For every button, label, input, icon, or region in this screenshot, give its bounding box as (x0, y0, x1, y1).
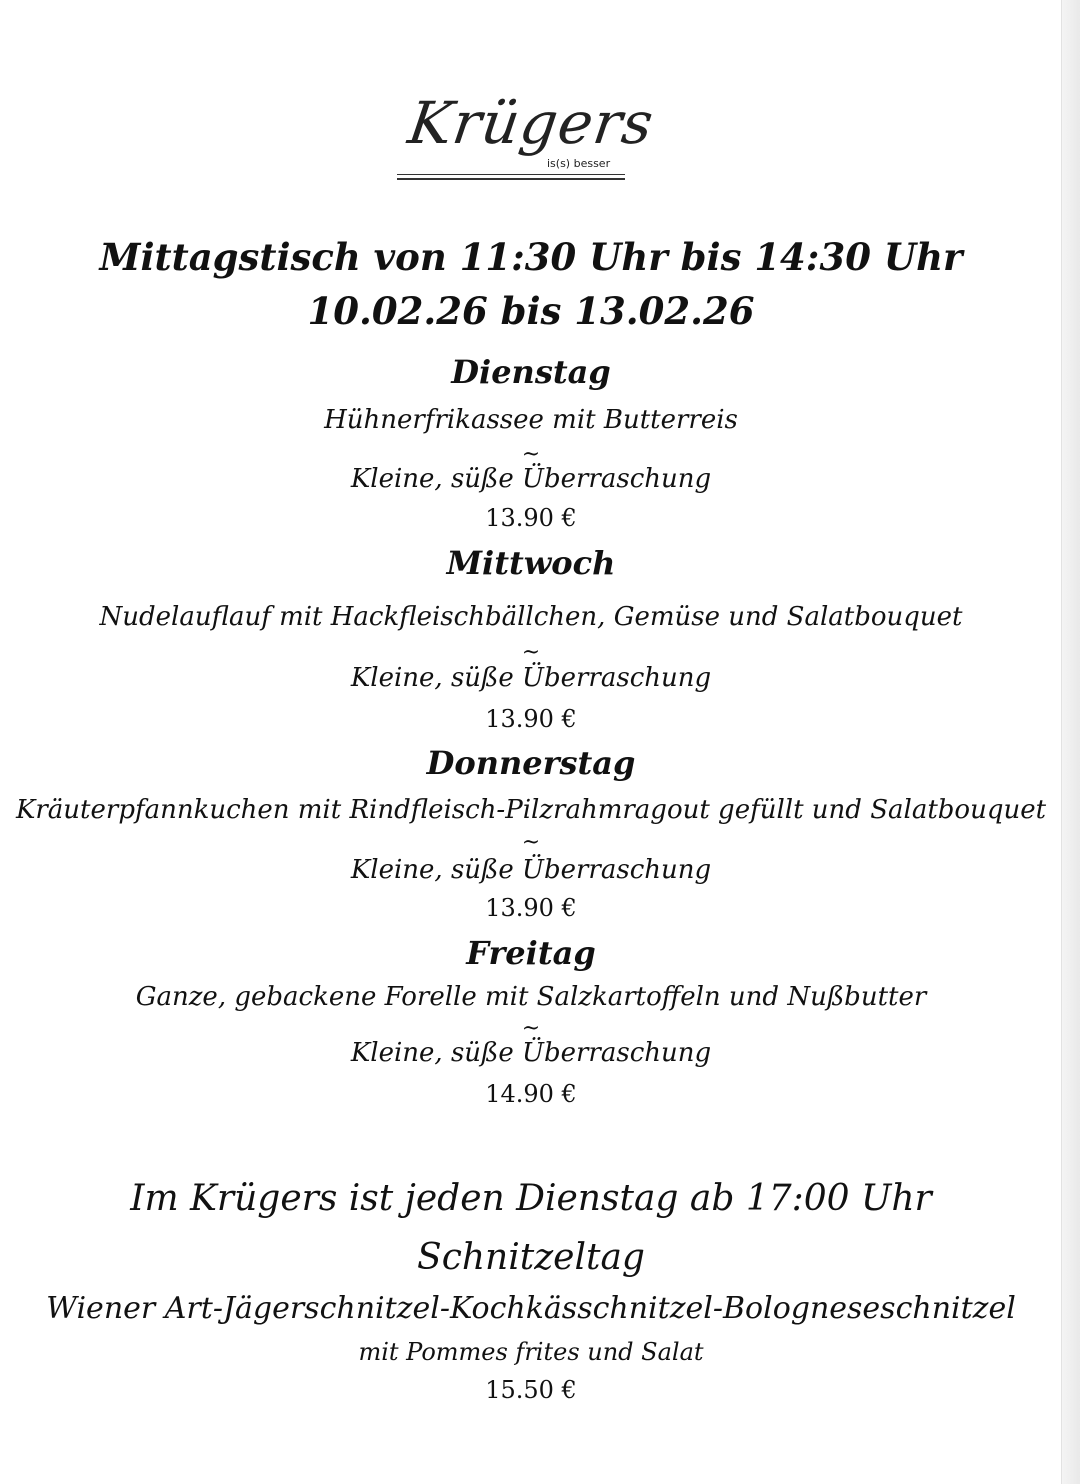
day-heading-mittwoch: Mittwoch (446, 544, 616, 582)
schnitzeltag-announcement: Im Krügers ist jeden Dienstag ab 17:00 Uhr (130, 1178, 932, 1219)
dish-freitag: Ganze, gebackene Forelle mit Salzkartoffeln und Nußbutter (135, 982, 927, 1012)
separator-mittwoch: ~ (521, 640, 541, 665)
schnitzeltag-title: Schnitzeltag (417, 1237, 645, 1278)
logo-tagline: is(s) besser (547, 157, 611, 170)
day-heading-dienstag: Dienstag (451, 353, 611, 391)
kruegers-logo (395, 89, 659, 188)
schnitzel-varieties: Wiener Art-Jägerschnitzel-Kochkässchnitzel-Bologneseschnitzel (46, 1291, 1016, 1326)
separator-dienstag: ~ (521, 442, 541, 467)
separator-donnerstag: ~ (521, 830, 541, 855)
separator-freitag: ~ (521, 1016, 541, 1041)
lunch-hours-heading: Mittagstisch von 11:30 Uhr bis 14:30 Uhr (99, 235, 963, 279)
dish-dienstag: Hühnerfrikassee mit Butterreis (324, 405, 738, 435)
dessert-mittwoch: Kleine, süße Überraschung (350, 663, 712, 693)
logo-wordmark: Krügers (404, 89, 659, 157)
logo-underline (397, 174, 625, 175)
dessert-freitag: Kleine, süße Überraschung (350, 1038, 712, 1068)
dessert-donnerstag: Kleine, süße Überraschung (350, 855, 712, 885)
page-edge-shadow (1061, 0, 1080, 1484)
dessert-dienstag: Kleine, süße Überraschung (350, 464, 712, 494)
price-freitag: 14.90 € (485, 1080, 577, 1108)
day-heading-freitag: Freitag (466, 934, 596, 972)
logo-underline-thick (397, 178, 625, 180)
price-mittwoch: 13.90 € (485, 705, 577, 733)
schnitzel-sides: mit Pommes frites und Salat (358, 1338, 704, 1366)
price-dienstag: 13.90 € (485, 504, 577, 532)
day-heading-donnerstag: Donnerstag (426, 744, 636, 782)
date-range-heading: 10.02.26 bis 13.02.26 (307, 289, 755, 333)
dish-mittwoch: Nudelauflauf mit Hackfleischbällchen, Gemüse und Salatbouquet (99, 602, 963, 632)
price-donnerstag: 13.90 € (485, 894, 577, 922)
dish-donnerstag: Kräuterpfannkuchen mit Rindfleisch-Pilzrahmragout gefüllt und Salatbouquet (15, 795, 1047, 825)
price-schnitzel: 15.50 € (485, 1376, 577, 1404)
